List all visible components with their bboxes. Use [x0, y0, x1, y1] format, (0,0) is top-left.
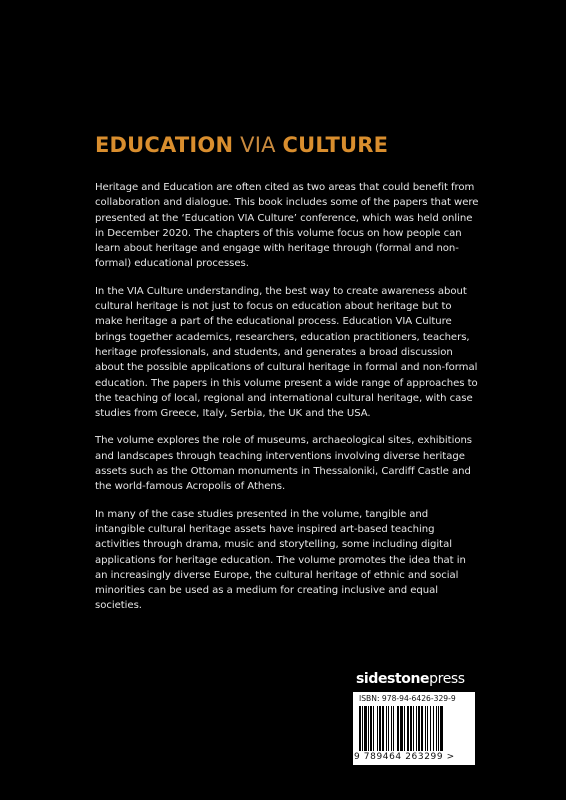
- barcode-bar: [397, 706, 399, 751]
- barcode-bar: [377, 706, 378, 751]
- barcode-bar: [430, 706, 431, 751]
- blurb-paragraph-4: In many of the case studies presented in the volume, tangible and intangible cultural heritage assets have inspired art-based teaching activities through drama, music and storytelling, some including digital applications for heritage education. The volume promotes the idea that in an increasingly diverse Europe, the cultural heritage of ethnic and social minorities can be used as a medium for creating inclusive and equal societies.: [95, 508, 466, 612]
- barcode-bar: [373, 706, 374, 751]
- blurb-paragraph-2: In the VIA Culture understanding, the best way to create awareness about cultural heritage is not just to focus on education about heritage but to make heritage a part of the educational process. Education VIA Culture brings together academics, researchers, education practitioners, teachers, heritage professionals, and students, and generates a broad discussion about the possible applications of cultural heritage in formal and non-formal education. The papers in this volume present a wide range of approaches to the teaching of local, regional and international cultural heritage, with case studies from Greece, Italy, Serbia, the UK and the USA.: [95, 285, 478, 420]
- barcode-bar: [370, 706, 372, 751]
- publisher-name-bold: sidestone: [356, 671, 430, 687]
- barcode-bar: [416, 706, 417, 751]
- barcode-bar: [386, 706, 387, 751]
- blurb-paragraph-1: Heritage and Education are often cited as two areas that could benefit from collaboration and dialogue. This book includes some of the papers that were presented at the ‘Education VIA Culture’ conference, which was held online in December 2020. The chapters of this volume focus on how people can learn about heritage and engage with heritage through (formal and non-formal) educational processes.: [95, 182, 479, 270]
- barcode-bar: [425, 706, 426, 751]
- barcode-bar: [427, 706, 428, 751]
- barcode-bar: [401, 706, 403, 751]
- barcode-bar: [436, 706, 438, 751]
- book-title: [95, 133, 388, 157]
- barcode-bar: [379, 706, 381, 751]
- blurb-paragraph-3: The volume explores the role of museums, archaeological sites, exhibitions and landscapes through teaching interventions involving diverse heritage assets such as the Ottoman monuments in Thessaloniki, Cardiff Castle and the world-famous Acropolis of Athens.: [95, 435, 473, 493]
- barcode-bar: [391, 706, 393, 751]
- barcode-bar: [440, 706, 443, 751]
- barcode-bar: [413, 706, 414, 751]
- barcode-bar: [410, 706, 412, 751]
- publisher-name-light: press: [429, 671, 465, 687]
- barcode-bar: [433, 706, 434, 751]
- isbn-label: ISBN: 978-94-6426-329-9: [359, 694, 456, 703]
- barcode-bar: [362, 706, 363, 751]
- barcode-bar: [404, 706, 405, 751]
- ean-right-group: 263299: [405, 752, 444, 762]
- barcode-bar: [364, 706, 367, 751]
- barcode: [352, 691, 476, 766]
- barcode-bar: [368, 706, 369, 751]
- ean-left-group: 789464: [363, 752, 402, 762]
- barcode-bar: [359, 706, 361, 751]
- barcode-bar: [407, 706, 410, 751]
- barcode-bar: [418, 706, 421, 751]
- barcode-bars: [359, 706, 467, 751]
- ean-tail: >: [446, 752, 455, 762]
- title-culture: CULTURE: [282, 133, 389, 157]
- barcode-bar: [382, 706, 385, 751]
- barcode-bar: [388, 706, 389, 751]
- barcode-bar: [438, 706, 439, 751]
- ean-first-digit: 9: [354, 752, 361, 762]
- title-education: EDUCATION: [95, 133, 234, 157]
- barcode-bar: [400, 706, 401, 751]
- ean-digits: [354, 752, 474, 762]
- barcode-bar: [421, 706, 423, 751]
- publisher-logo: [356, 670, 476, 688]
- barcode-bar: [393, 706, 394, 751]
- title-via: VIA: [240, 133, 276, 157]
- blurb: [95, 180, 479, 626]
